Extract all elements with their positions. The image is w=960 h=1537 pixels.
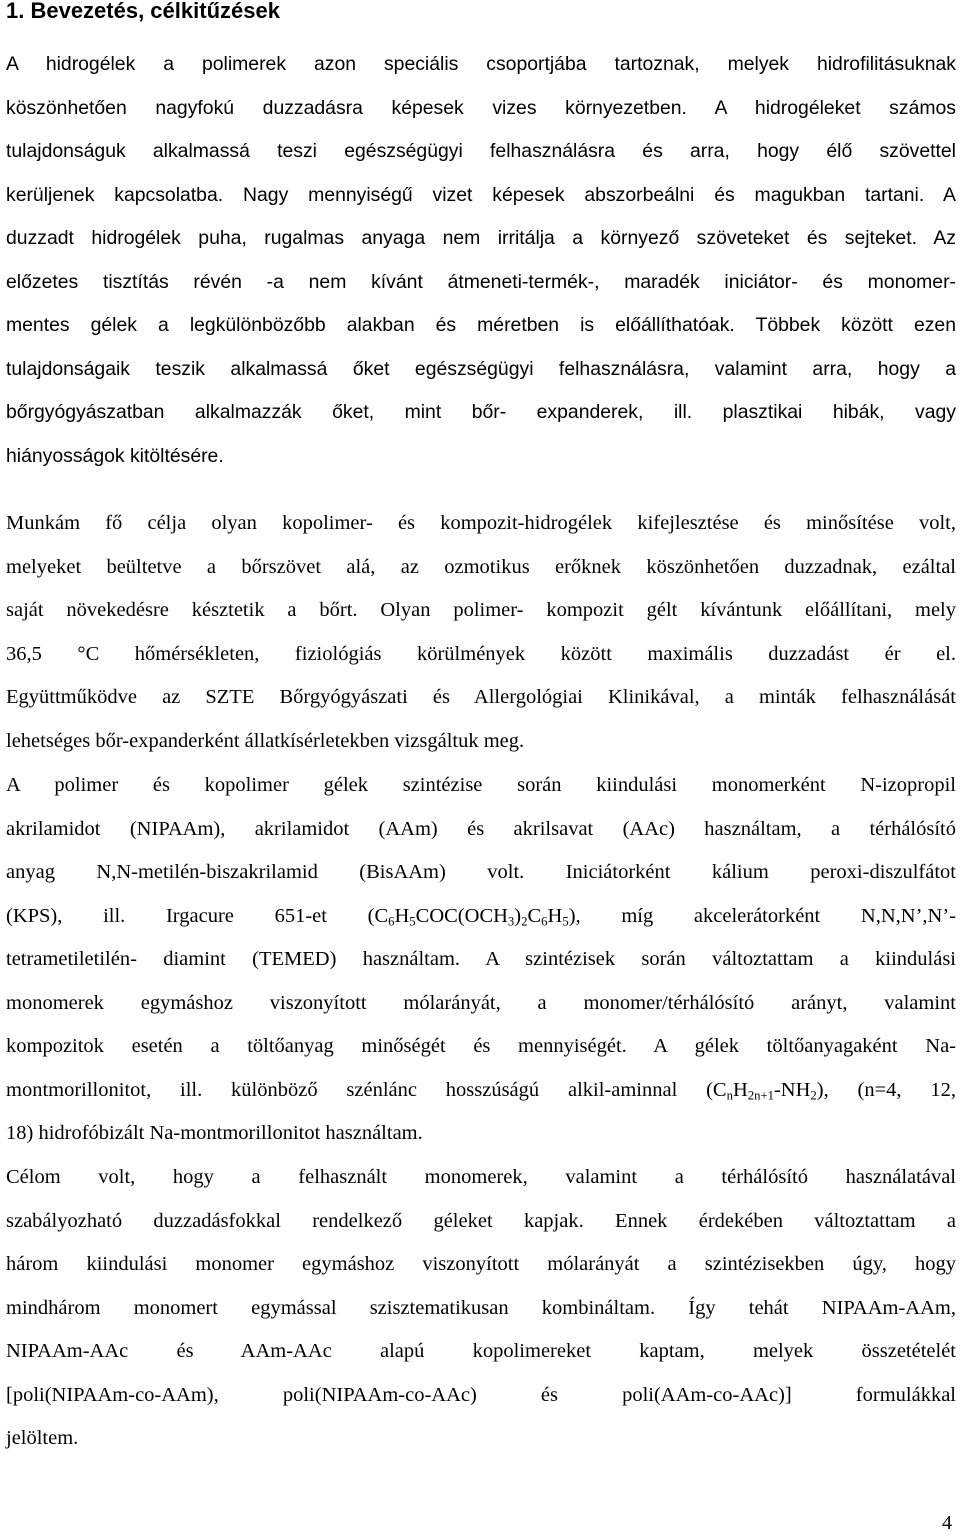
text-line: három kiindulási monomer egymáshoz viszonyított mólarányát a szintézisekben úgy, hogy [6, 1253, 956, 1275]
text-line: kompozitok esetén a töltőanyag minőségét és mennyiségét. A gélek töltőanyagaként Na- [6, 1035, 956, 1057]
paragraph-goal [6, 502, 956, 763]
subscript: 5 [409, 914, 416, 929]
subscript: n [726, 1088, 733, 1103]
text-line: lehetséges bőr-expanderként állatkísérletekben vizsgáltuk meg. [6, 729, 525, 752]
text-line: Együttműködve az SZTE Bőrgyógyászati és Allergológiai Klinikával, a minták felhasználását [6, 686, 956, 708]
text-fragment: -NH [773, 1078, 811, 1101]
paragraph-intro [6, 43, 956, 478]
text-fragment: C [527, 904, 542, 927]
subscript: 3 [507, 914, 515, 929]
text-line-formula [6, 1069, 956, 1113]
subscript: 5 [562, 914, 569, 929]
text-line: 18) hidrofóbizált Na-montmorillonitot használtam. [6, 1122, 423, 1144]
text-line: anyag N,N-metilén-biszakrilamid (BisAAm) volt. Iniciátorként kálium peroxi-diszulfátot [6, 861, 956, 883]
text-fragment: montmorillonitot, ill. különböző szénlánc hosszúságú alkil-aminnal (C [6, 1078, 727, 1101]
subscript: 2n+1 [747, 1088, 774, 1103]
text-line: kerüljenek kapcsolatba. Nagy mennyiségű vizet képesek abszorbeálni és magukban tartani. A [6, 183, 956, 206]
text-fragment: ), (n=4, 12, [816, 1078, 956, 1101]
text-line: előzetes tisztítás révén -a nem kívánt átmeneti-termék-, maradék iniciátor- és monomer- [6, 270, 956, 293]
subscript: 2 [810, 1088, 817, 1103]
text-line: [poli(NIPAAm-co-AAm), poli(NIPAAm-co-AAc) és poli(AAm-co-AAc)] formulákkal [6, 1383, 956, 1406]
text-line: köszönhetően nagyfokú duzzadásra képesek vizes környezetben. A hidrogéleket számos [6, 96, 956, 119]
paragraph-objective [6, 1156, 956, 1461]
text-fragment: H [394, 904, 410, 927]
text-line: akrilamidot (NIPAAm), akrilamidot (AAm) és akrilsavat (AAc) használtam, a térhálósító [6, 817, 956, 840]
text-line: tetrametiletilén- diamint (TEMED) használtam. A szintézisek során változtattam a kiindulási [6, 948, 956, 970]
text-line: A hidrogélek a polimerek azon speciális csoportjába tartoznak, melyek hidrofilitásuknak [6, 53, 956, 75]
subscript: 2 [521, 914, 528, 929]
subscript: 6 [388, 914, 395, 929]
text-line: mindhárom monomert egymással szisztematikusan kombináltam. Így tehát NIPAAm-AAm, [6, 1296, 956, 1319]
section-heading: 1. Bevezetés, célkitűzések [6, 0, 280, 23]
text-line: hiányosságok kitöltésére. [6, 444, 224, 467]
text-line: NIPAAm-AAc és AAm-AAc alapú kopolimereket kaptam, melyek összetételét [6, 1340, 956, 1362]
text-line-formula [6, 895, 956, 939]
text-line: monomerek egymáshoz viszonyított mólarányát, a monomer/térhálósító arányt, valamint [6, 991, 956, 1014]
text-fragment: ), míg akcelerátorként N,N,N’,N’- [568, 904, 956, 927]
text-fragment: COC(OCH [415, 904, 508, 927]
text-line: saját növekedésre késztetik a bőrt. Olyan polimer- kompozit gélt kívántunk előállítani, mely [6, 599, 956, 621]
text-line: bőrgyógyászatban alkalmazzák őket, mint bőr- expanderek, ill. plasztikai hibák, vagy [6, 401, 956, 423]
text-fragment: ) [514, 904, 522, 927]
text-line: 36,5 °C hőmérsékleten, fiziológiás körülmények között maximális duzzadást ér el. [6, 642, 956, 665]
page-number: 4 [942, 1512, 952, 1534]
text-fragment: H [732, 1078, 748, 1101]
text-line: A polimer és kopolimer gélek szintézise során kiindulási monomerként N-izopropil [6, 774, 956, 796]
text-line: mentes gélek a legkülönbözőbb alakban és méretben is előállíthatóak. Többek között ezen [6, 314, 956, 336]
text-line: melyeket beültetve a bőrszövet alá, az ozmotikus erőknek köszönhetően duzzadnak, ezáltal [6, 555, 956, 578]
paragraph-synthesis [6, 764, 956, 1156]
subscript: 6 [541, 914, 548, 929]
text-line: tulajdonságaik teszik alkalmassá őket egészségügyi felhasználásra, valamint arra, hogy a [6, 357, 956, 380]
text-fragment: (KPS), ill. Irgacure 651-et (C [6, 904, 389, 927]
text-line: duzzadt hidrogélek puha, rugalmas anyaga nem irritálja a környező szöveteket és sejteket. Az [6, 227, 956, 249]
text-line: Munkám fő célja olyan kopolimer- és kompozit-hidrogélek kifejlesztése és minősítése volt, [6, 512, 956, 534]
text-line: Célom volt, hogy a felhasznált monomerek, valamint a térhálósító használatával [6, 1166, 956, 1188]
text-line: tulajdonságuk alkalmassá teszi egészségügyi felhasználásra és arra, hogy élő szövettel [6, 140, 956, 162]
text-line: jelöltem. [6, 1427, 79, 1449]
text-fragment: H [547, 904, 563, 927]
text-line: szabályozható duzzadásfokkal rendelkező géleket kapjak. Ennek érdekében változtattam a [6, 1209, 956, 1232]
